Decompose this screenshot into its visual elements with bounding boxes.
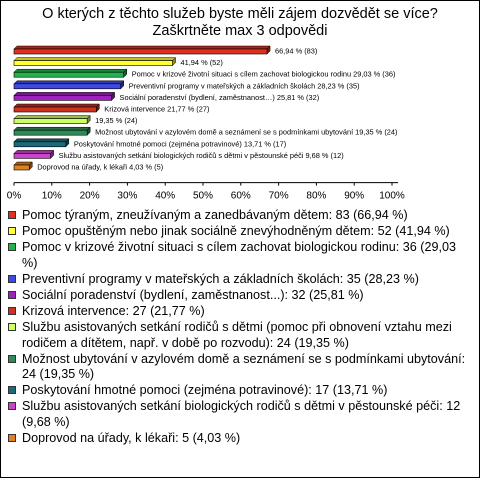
- legend-item: [8, 272, 474, 287]
- legend-item: [8, 304, 474, 319]
- legend-label: Pomoc opuštěným nebo jinak sociálně znevýhodněným dětem: 52 (41,94 %): [22, 224, 450, 239]
- bar-top-face: [14, 116, 90, 119]
- legend-swatch: [8, 402, 16, 410]
- legend-label: Pomoc týraným, zneužívaným a zanedbávaným dětem: 83 (66,94 %): [22, 208, 408, 222]
- bar: [14, 49, 267, 54]
- bar-top-face: [14, 69, 127, 72]
- bar-top-face: [14, 150, 54, 153]
- bar: [14, 130, 87, 135]
- bar-label: Pomoc v krizové životní situaci s cílem zachovat biologickou rodinu 29,03 % (36): [131, 69, 396, 79]
- legend-swatch: [8, 386, 16, 394]
- legend-item: [8, 399, 474, 429]
- bar: [14, 153, 51, 158]
- bar-label: Krizová intervence 21,77 % (27): [104, 104, 210, 114]
- x-tick-label: 90%: [344, 190, 365, 202]
- x-tick-label: 10%: [41, 190, 62, 202]
- x-tick-label: 30%: [117, 190, 138, 202]
- x-tick-label: 0%: [6, 190, 22, 202]
- bar-label: 41,94 % (52): [180, 58, 223, 68]
- x-tick-label: 50%: [192, 190, 214, 202]
- legend-label: Pomoc v krizové životní situaci s cílem zachovat biologickou rodinu: 36 (29,03 %): [22, 240, 456, 270]
- legend-item: [8, 431, 474, 446]
- x-tick-label: 60%: [230, 190, 251, 202]
- legend-item: [8, 288, 474, 303]
- bar-label: 66,94 % (83): [275, 46, 318, 56]
- legend-item: [8, 383, 474, 398]
- bar-top-face: [14, 127, 90, 130]
- legend-item: [8, 224, 474, 239]
- bar: [14, 61, 173, 66]
- legend-label: Doprovod na úřady, k lékaři: 5 (4,03 %): [22, 430, 241, 445]
- legend-label: Preventivní programy v mateřských a základních školách: 35 (28,23 %): [22, 271, 419, 286]
- legend-item: [8, 352, 474, 382]
- chart-legend: [8, 208, 474, 447]
- bar-label: Preventivní programy v mateřských a základních školách 28,23 % (35): [128, 81, 360, 91]
- legend-label: Krizová intervence: 27 (21,77 %): [22, 304, 205, 319]
- bar: [14, 107, 96, 112]
- bar-top-face: [14, 46, 270, 49]
- bar-top-face: [14, 104, 99, 107]
- legend-swatch: [8, 243, 16, 251]
- bar: [14, 95, 112, 100]
- bar-label: Sociální poradenství (bydlení, zaměstnanost…) 25,81 % (32): [119, 92, 320, 102]
- x-tick-label: 40%: [155, 190, 176, 202]
- bar: [14, 72, 124, 77]
- bar-chart: [0, 0, 480, 205]
- legend-swatch: [8, 355, 16, 363]
- x-tick-label: 100%: [379, 190, 405, 202]
- bar-label: Doprovod na úřady, k lékaři 4,03 % (5): [37, 162, 164, 172]
- bar-label: Možnost ubytování v azylovém domě a seznámení se s podmínkami ubytování 19,35 % (24): [95, 127, 398, 137]
- title-line-1: O kterých z těchto služeb byste měli zájem dozvědět se více?: [42, 6, 438, 22]
- legend-swatch: [8, 307, 16, 315]
- bar-top-face: [14, 58, 176, 61]
- legend-swatch: [8, 275, 16, 283]
- legend-swatch: [8, 227, 16, 235]
- legend-label: Poskytování hmotné pomoci (zejména potravinové): 17 (13,71 %): [22, 383, 388, 398]
- legend-swatch: [8, 434, 16, 442]
- x-tick-label: 80%: [306, 190, 327, 202]
- legend-item: [8, 240, 474, 270]
- bar-top-face: [14, 81, 124, 84]
- legend-label: Sociální poradenství (bydlení, zaměstnanost...): 32 (25,81 %): [22, 288, 364, 303]
- bar-top-face: [14, 139, 69, 142]
- legend-label: Službu asistovaných setkání rodičů s dětmi (pomoc při obnovení vztahu mezi rodičem a dítětem, např. v době po rozvodu): 24 (19,35 %): [22, 320, 452, 350]
- bar-top-face: [14, 92, 115, 95]
- bar: [14, 165, 29, 170]
- x-tick-label: 20%: [79, 190, 100, 202]
- bar: [14, 84, 121, 89]
- legend-label: Možnost ubytování v azylovém domě a seznámení se s podmínkami ubytování: 24 (19,35 %): [22, 351, 466, 382]
- legend-item: [8, 320, 474, 350]
- bar-label: Poskytování hmotné pomoci (zejména potravinové) 13,71 % (17): [73, 139, 287, 149]
- bar-label: Službu asistovaných setkání biologických rodičů s dětmi v pěstounské péči 9,68 % (12): [58, 150, 344, 160]
- bar: [14, 142, 66, 147]
- legend-swatch: [8, 211, 16, 219]
- legend-swatch: [8, 291, 16, 299]
- legend-item: [8, 208, 474, 223]
- x-tick-label: 70%: [268, 190, 289, 202]
- legend-label: Službu asistovaných setkání biologických rodičů s dětmi v pěstounské péči: 12 (9,68 %): [22, 399, 461, 429]
- title-line-2: Zaškrtněte max 3 odpovědi: [152, 23, 328, 39]
- bar: [14, 119, 87, 124]
- legend-swatch: [8, 323, 16, 331]
- bar-label: 19,35 % (24): [95, 116, 138, 126]
